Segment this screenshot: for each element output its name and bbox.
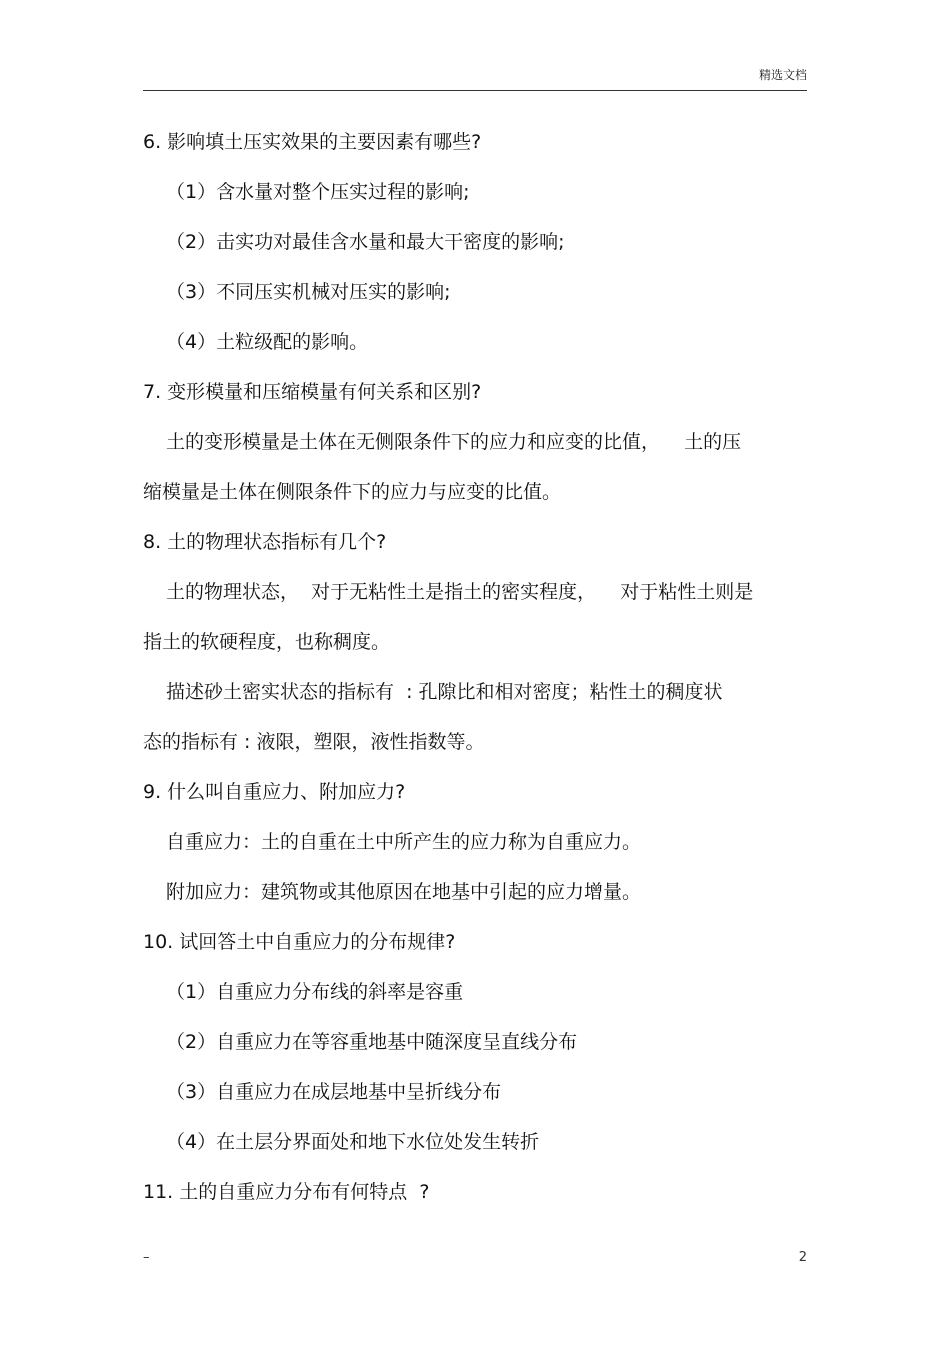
question-8-heading: 8. 土的物理状态指标有几个?: [143, 531, 387, 553]
answer-6-item-2: （2）击实功对最佳含水量和最大干密度的影响;: [166, 231, 565, 253]
header-label: 精选文档: [758, 68, 807, 82]
page-number: 2: [798, 1250, 807, 1265]
answer-8-para-2-line-2: 态的指标有 : 液限，塑限，液性指数等。: [143, 731, 485, 753]
answer-10-item-4: （4）在土层分界面处和地下水位处发生转折: [166, 1131, 540, 1153]
answer-7-line-2: 缩模量是土体在侧限条件下的应力与应变的比值。: [143, 481, 562, 503]
answer-9-line-2: 附加应力：建筑物或其他原因在地基中引起的应力增量。: [166, 881, 642, 903]
answer-10-item-3: （3）自重应力在成层地基中呈折线分布: [166, 1081, 502, 1103]
answer-10-item-1: （1）自重应力分布线的斜率是容重: [166, 981, 464, 1003]
answer-8-para-2-line-1: 描述砂土密实状态的指标有 : 孔隙比和相对密度；粘性土的稠度状: [166, 681, 723, 703]
answer-10-item-2: （2）自重应力在等容重地基中随深度呈直线分布: [166, 1031, 578, 1053]
answer-6-item-4: （4）土粒级配的影响。: [166, 331, 369, 353]
question-9-heading: 9. 什么叫自重应力、附加应力?: [143, 781, 406, 803]
question-11-heading: 11. 土的自重应力分布有何特点 ?: [143, 1181, 430, 1203]
answer-8-para-1-line-2: 指土的软硬程度，也称稠度。: [143, 631, 391, 653]
answer-8-para-1-line-1: 土的物理状态， 对于无粘性土是指土的密实程度， 对于粘性土则是: [166, 581, 754, 603]
footer-mark: –: [143, 1250, 150, 1265]
answer-6-item-1: （1）含水量对整个压实过程的影响;: [166, 181, 470, 203]
question-6-heading: 6. 影响填土压实效果的主要因素有哪些?: [143, 131, 482, 153]
answer-7-line-1: 土的变形模量是土体在无侧限条件下的应力和应变的比值， 土的压: [166, 431, 742, 453]
answer-9-line-1: 自重应力：土的自重在土中所产生的应力称为自重应力。: [166, 831, 642, 853]
answer-6-item-3: （3）不同压实机械对压实的影响;: [166, 281, 451, 303]
question-7-heading: 7. 变形模量和压缩模量有何关系和区别?: [143, 381, 482, 403]
question-10-heading: 10. 试回答土中自重应力的分布规律?: [143, 931, 456, 953]
